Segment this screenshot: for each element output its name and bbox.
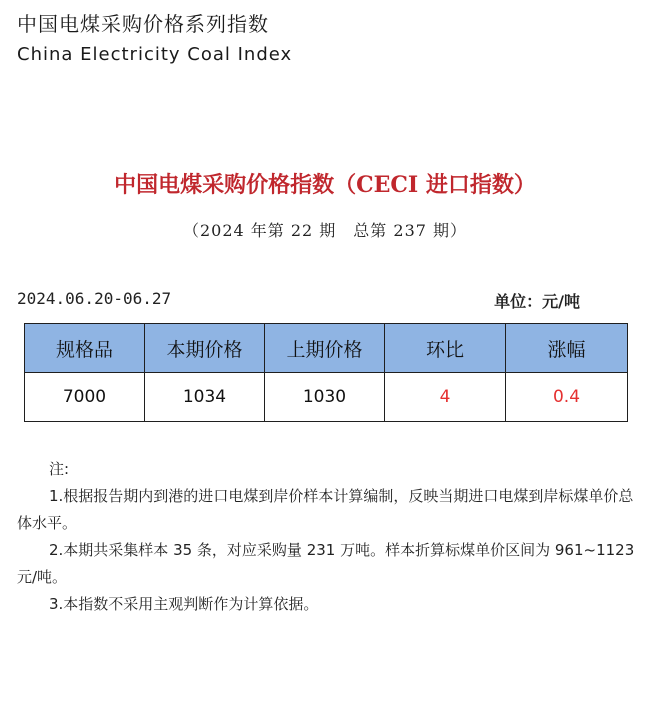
- col-header-spec: 规格品: [25, 324, 145, 373]
- cell-previous-price: 1030: [265, 373, 385, 422]
- cell-change: 4: [385, 373, 506, 422]
- cell-change-rate: 0.4: [506, 373, 628, 422]
- report-issue: （2024 年第 22 期 总第 237 期）: [182, 221, 468, 240]
- col-header-previous-price: 上期价格: [265, 324, 385, 373]
- header-title-en: China Electricity Coal Index: [17, 44, 293, 65]
- col-header-current-price: 本期价格: [145, 324, 265, 373]
- unit-label: 单位：元/吨: [494, 292, 580, 311]
- date-range: 2024.06.20-06.27: [17, 289, 172, 308]
- cell-spec: 7000: [25, 373, 145, 422]
- header-title-cn: 中国电煤采购价格系列指数: [17, 12, 269, 36]
- note-item-1: 1.根据报告期内到港的进口电煤到岸价样本计算编制，反映当期进口电煤到岸标煤单价总体水平。: [17, 487, 634, 532]
- col-header-change-rate: 涨幅: [506, 324, 628, 373]
- table-header-row: [25, 324, 628, 373]
- note-item-3: 3.本指数不采用主观判断作为计算依据。: [49, 595, 319, 613]
- notes-label: 注:: [49, 460, 70, 478]
- notes-section: [17, 456, 637, 618]
- price-table: [24, 323, 628, 422]
- table-row: [25, 373, 628, 422]
- col-header-change: 环比: [385, 324, 506, 373]
- cell-current-price: 1034: [145, 373, 265, 422]
- note-item-2: 2.本期共采集样本 35 条，对应采购量 231 万吨。样本折算标煤单价区间为 961~1123 元/吨。: [17, 541, 635, 586]
- report-title: 中国电煤采购价格指数（CECI 进口指数）: [114, 172, 536, 198]
